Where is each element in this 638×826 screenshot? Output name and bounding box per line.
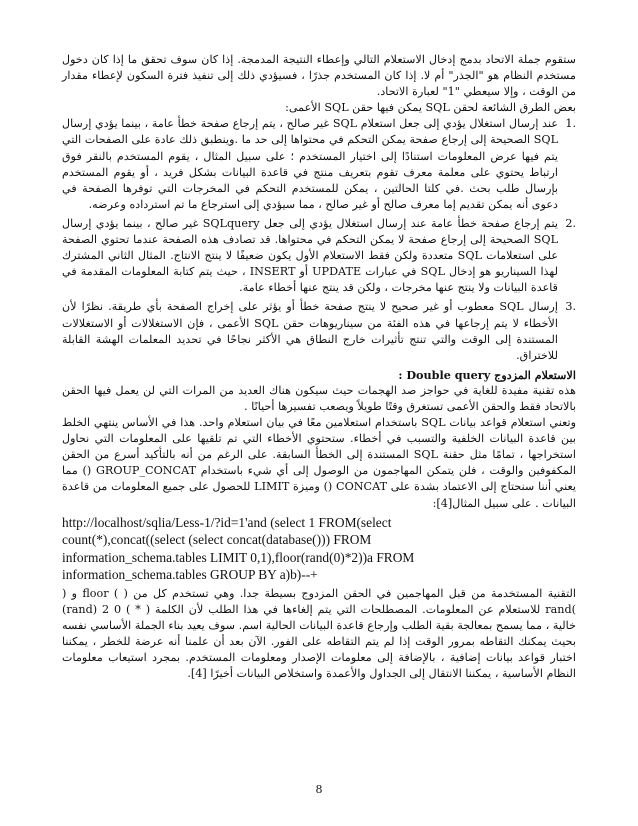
section-heading: الاستعلام المزدوج Double query : [398, 367, 576, 382]
code-line: information_schema.tables LIMIT 0,1),floor(rand(0)*2))a FROM [62, 549, 415, 565]
list-number: .3 [565, 300, 576, 314]
code-example [62, 514, 576, 584]
list-text: عند إرسال استغلال يؤدي إلى جعل استعلام SQL غير صالح ، يتم إرجاع صفحة خطأ عامة ، بينما يؤدي إرسال SQL الصحيحة إلى إرجاع صفحة يمكن التحكم في محتواها إلى حد ما .وينطبق ذلك عادة على الصفحات التي يتم فيها عرض المعلومات استنادًا إلى اختيار المستخدم ؛ على سبيل المثال ، يقوم المستخدم بالنقر فوق ارتباط يحتوي على معلمة معرف تقوم بتعريف منتج في قاعدة البيانات بشكل فريد ، أو يقوم المستخدم بإرسال طلب بحث .في كلتا الحالتين ، يمكن للمستخدم التحكم في المخرجات التي توفرها الصفحة في دعوى أنه يمكن تقديم إما معرف صالح أو غير صالح ، مما سيؤدي إلى استرجاع ما تم استرداده وعرضه. [62, 117, 558, 211]
code-line: http://localhost/sqlia/Less-1/?id=1'and (select 1 FROM(select [62, 514, 392, 530]
methods-lead: بعض الطرق الشائعة لحقن SQL يمكن فيها حقن SQL الأعمى: [285, 101, 576, 115]
double-query-paragraph-1: هذه تقنية مفيدة للغاية في حواجز صد الهجمات حيث سيكون هناك العديد من المرات التي لن يعمل فيها الحقن بالاتحاد فقط والحقن الأعمى تستغرق وقتًا طويلاً ويصعب تفسيرها أحيانًا . [62, 383, 576, 413]
list-item [62, 116, 576, 213]
list-number: .2 [565, 216, 576, 230]
list-item [62, 299, 576, 363]
final-paragraph: التقنية المستخدمة من قبل المهاجمين في الحقن المزدوج بسيطة جدا. وهي تستخدم كل من ( ) floor و ( )rand للاستعلام عن المعلومات. المصطلحات التي يتم إلغاءها في هذا الطلب لأن الكلمة ( * ) 0 rand) 2) خالية ، مما يسمح بمعالجة بقية الطلب وإرجاع قاعدة البيانات الحالية اسم. سوف يعيد بناء الجملة الأساسي نفسه بحيث يمكنك التقاطه بمرور الوقت إذا لم يتم التقاطه على الفور. الآن بعد أن علمنا أنه عرضة للخطر ، يمكننا اختبار قواعد بيانات إضافية ، بالإضافة إلى معلومات الإصدار ومعلومات المستخدم. بمجرد استيعاب معلومات النظام الأساسية ، يمكننا الانتقال إلى الجداول والأعمدة واستخلاص البيانات أخيرًا [4]. [62, 587, 576, 681]
page-number: 8 [315, 782, 323, 796]
code-line: information_schema.tables GROUP BY a)b)--+ [62, 567, 318, 583]
list-number: .1 [565, 117, 576, 131]
blind-sqli-list [62, 116, 576, 363]
double-query-paragraph-2: وتعني استعلام قواعد بيانات SQL باستخدام استعلامين معًا في بيان استعلام واحد. هذا في الأساس ينتهي الخلط بين قاعدة البيانات الخلفية والتسبب في أخطاء. ستحتوي الأخطاء التي تم تلقيها على المعلومات التي نحاول استخراجها ، تمامًا مثل حقنة SQL المستندة إلى الخطأ السابقة. على الرغم من أنه بالتأكيد أسرع من الحقن المكفوفين والوقت ، فلن يتمكن المهاجمون من الوصول إلى أي شيء باستخدام GROUP_CONCAT () مما يعني أننا سنحتاج إلى الاعتماد بشدة على CONCAT () وميزة LIMIT للحصول على جميع المعلومات من قاعدة البيانات . على سبيل المثال[4]: [62, 416, 577, 510]
list-text: إرسال SQL معطوب أو غير صحيح لا ينتج صفحة خطأ أو يؤثر على إخراج الصفحة بأي طريقة. نظرًا لأن الأخطاء لا يتم إرجاعها في هذه الفئة من سيناريوهات حقن SQL الأعمى ، فإن الاستغلالات أو الاستغلالات المستندة إلى الوقت والتي تنتج تأثيرات خارج النطاق هي الأكثر نجاحًا في تحديد المعلمات الهشة القابلة للاختراق. [62, 300, 558, 362]
list-item [62, 216, 576, 296]
intro-paragraph: ستقوم جملة الاتحاد بدمج إدخال الاستعلام التالي وإعطاء النتيجة المدمجة. إذا كان سوف تحقق ما إذا كان دخول مستخدم النظام هو "الجذر" أم لا. إذا كان المستخدم جذرًا ، فسيؤدي ذلك إلى تنفيذ فترة السكون لإعطاء مقدار من الوقت ، وإلا سيعطي "1" لعبارة الاتحاد. [62, 53, 576, 99]
code-line: count(*),concat((select (select concat(database())) FROM [62, 532, 372, 548]
list-text: يتم إرجاع صفحة خطأ عامة عند إرسال استغلال يؤدي إلى جعل SQLquery غير صالح ، بينما يؤدي إرسال SQL الصحيحة إلى إرجاع صفحة لا يمكن التحكم في محتواها. قد تصادف هذه الصفحة عندما تحتوي الصفحة على استعلامات SQL متعددة ولكن فقط الاستعلام الأول يكون ضعيفًا لا ينتج الانتاج. المثال الثاني المشترك لهذا السيناريو هو إدخال SQL في عبارات UPDATE أو INSERT ، حيث يتم كتابة المعلومات المقدمة في قاعدة البيانات ولا ينتج عنها مخرجات ، ولكن قد ينتج عنها أخطاء عامة. [62, 216, 558, 295]
